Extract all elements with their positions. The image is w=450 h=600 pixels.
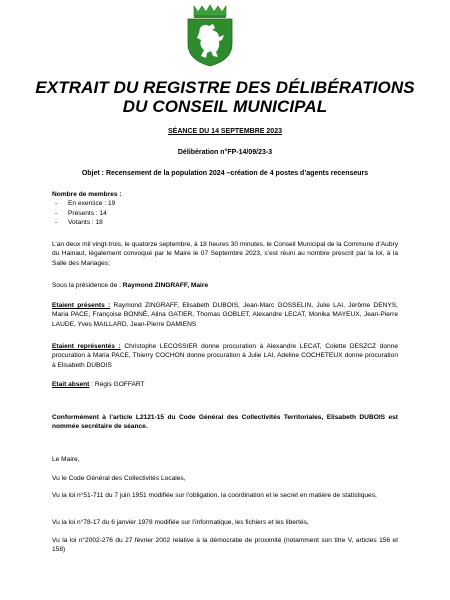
members-heading: Nombre de membres : (52, 191, 122, 198)
representes-paragraph (52, 342, 398, 370)
vu-loi-1978: Vu la loi n°78-17 du 6 janvier 1978 modifiée sur l’informatique, les fichiers et les libertés, (52, 519, 309, 526)
presidence-name: Raymond ZINGRAFF, Maire (122, 282, 209, 289)
document-title-line1: EXTRAIT DU REGISTRE DES DÉLIBÉRATIONS (35, 78, 415, 97)
vu-code-general: Vu le Code Général des Collectivités Locales, (52, 475, 186, 482)
absent-label: Etait absent (52, 381, 90, 388)
representes-text: Christophe LECOSSIER donne procuration à Alexandre LECAT, Colette DESZCZ donne procuration à Maria PACE, Thierry COCHON donne procuration à Julie LAI, Adeline COCHETEUX donne procuration à Elisabeth DUBOIS (52, 343, 398, 369)
deliberation-number: Délibération n°FP-14/09/23-3 (177, 149, 273, 156)
presents-text: Raymond ZINGRAFF, Elisabeth DUBOIS, Jean-Marc GOSSELIN, Julie LAI, Jérôme DENYS, Maria PACE, Françoise BONNÉ, Alina GATIER, Thomas GOBLET, Alexandre LECAT, Monika MAYEUX, Jean-Pierre LAUDE, Yves MAILLARD, Jean-Pierre DAMIENS (52, 302, 398, 328)
seance-date: SÉANCE DU 14 SEPTEMBRE 2023 (168, 128, 282, 135)
members-presents: - Présents : 14 (52, 209, 398, 218)
objet-line: Objet : Recensement de la population 2024 –création de 4 postes d’agents recenseurs (81, 170, 369, 177)
presidence-prefix: Sous la présidence de : (52, 282, 123, 289)
vu-loi-2002: Vu la loi n°2002-276 du 27 février 2002 relative à la démocratie de proximité (notamment son titre V, articles 156 et 158) (52, 537, 398, 554)
absent-text: : Régis GOFFART (89, 381, 145, 388)
representes-label: Etaient représentés : (52, 343, 121, 350)
intro-paragraph: L’an deux mil vingt-trois, le quatorze septembre, à 18 heures 30 minutes, le Conseil Municipal de la Commune d’Aubry du Hainaut, légalement convoqué par le Maire le 07 Septembre 2023, s’est réuni au nombre prescrit par la loi, à la Salle des Mariages; (52, 241, 398, 267)
members-list (52, 199, 398, 227)
secretaire-paragraph: Conformément à l’article L2121-15 du Code Général des Collectivités Territoriales, Elisabeth DUBOIS est nommée secrétaire de séance. (52, 414, 398, 431)
municipal-crest-logo (180, 4, 240, 68)
le-maire-line: Le Maire, (52, 456, 80, 463)
vu-loi-1951: Vu la loi n°51-711 du 7 juin 1951 modifiée sur l’obligation, la coordination et le secret en matière de statistiques, (52, 492, 377, 499)
members-votants: - Votants : 18 (52, 218, 398, 227)
presents-label: Etaient présents : (52, 302, 111, 309)
absent-line (52, 380, 398, 389)
presidence-line (52, 281, 398, 290)
members-en-exercice: - En exercice : 19 (52, 199, 398, 208)
document-title-line2: DU CONSEIL MUNICIPAL (122, 97, 328, 116)
presents-paragraph (52, 301, 398, 329)
members-block (52, 190, 398, 228)
